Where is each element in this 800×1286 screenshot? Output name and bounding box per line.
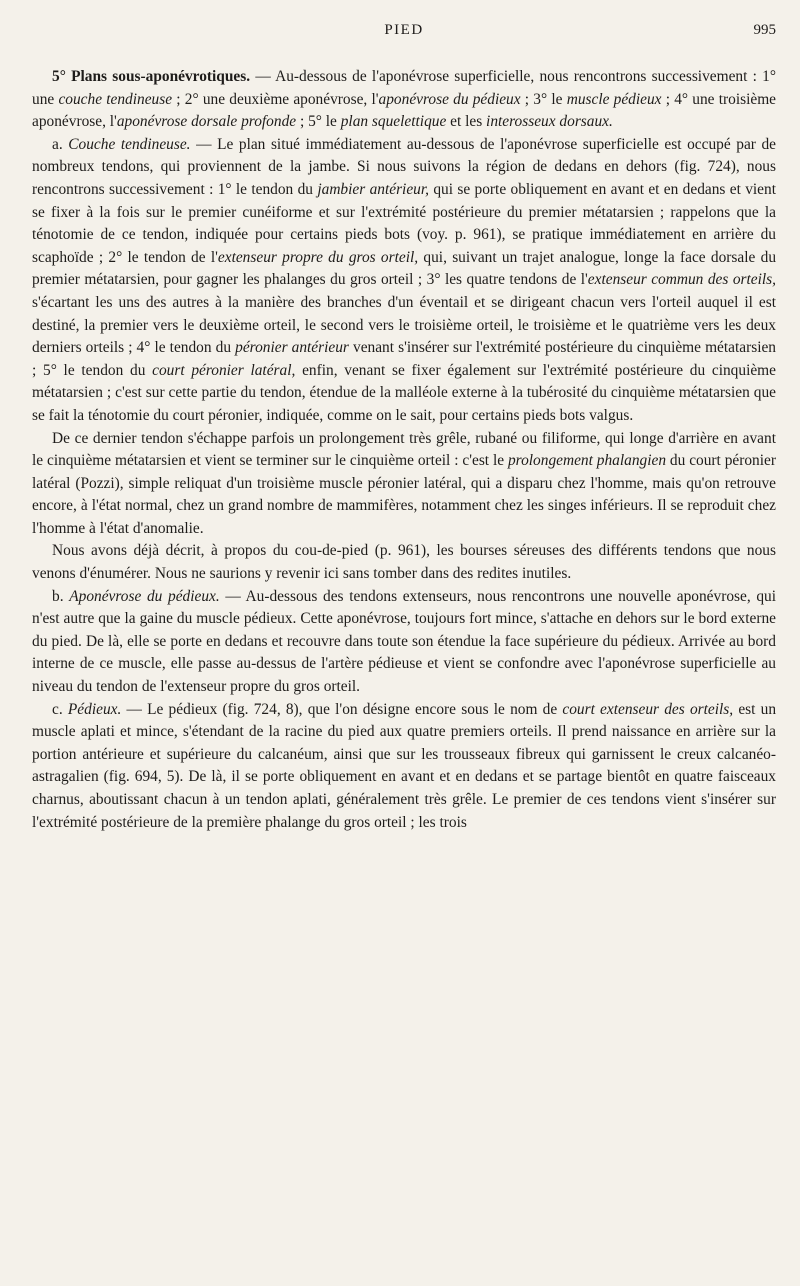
italic-term: aponévrose du pédieux [378, 90, 521, 108]
text-run: est un muscle aplati et mince, s'étendant de la racine du pied aux quatre premiers orteils. Il prend naissance en arrière sur la portion antérieure et supérieure du calcanéum, ainsi que sur les trousseaux fibreux qui garnissent le creux calcanéo-astragalien (fig. 694, 5). De là, il se porte obliquement en avant et en dedans et se partage bientôt en quatre faisceaux charnus, aboutissant chacun à un tendon aplati, généralement très grêle. Le premier de ces tendons vient s'insérer sur l'extrémité postérieure de la première phalange du gros orteil ; les trois [32, 700, 777, 831]
paragraph-prolongement-phalangien [32, 428, 776, 541]
italic-term: jambier antérieur, [317, 180, 429, 198]
italic-term: Pédieux. [67, 700, 122, 718]
text-run: — Le plan situé immédiatement au-dessous de l'aponévrose superficielle est occupé par de nombreux tendons, qui proviennent de la jambe. Si nous suivons la région de dedans en dehors (fig. 724), nous rencontrons successivement : 1° le tendon du [32, 135, 776, 198]
italic-term: interosseux dorsaux. [486, 113, 613, 131]
italic-term: péronier antérieur [235, 339, 349, 357]
text-run: qui se porte obliquement en avant et en dedans et vient se fixer à la fois sur le premier cunéiforme et sur l'extrémité postérieure du premier métatarsien ; rappelons que la ténotomie de ce tendon, indiquée pour certains pieds bots (voy. p. 961), se pratique immédiatement en arrière du scaphoïde ; 2° le tendon de l' [32, 180, 776, 266]
running-title: PIED [384, 22, 424, 38]
text-run: c. [52, 700, 68, 718]
section-heading: 5° Plans sous-aponévrotiques. [52, 68, 251, 85]
text-run: a. [52, 135, 69, 153]
text-run: b. [52, 587, 70, 605]
italic-term: plan squelettique [340, 113, 447, 131]
italic-term: Aponévrose du pédieux. [69, 587, 220, 605]
text-run: et les [446, 113, 487, 131]
italic-term: muscle pédieux [566, 90, 662, 108]
italic-term: Couche tendineuse. [68, 135, 191, 153]
italic-term: prolongement phalangien [507, 452, 667, 470]
paragraph-bourses-sereuses [32, 540, 776, 585]
paragraph-pedieux [32, 699, 776, 835]
text-run: — Le pédieux (fig. 724, 8), que l'on désigne encore sous le nom de [121, 700, 563, 718]
text-run: qui, suivant un trajet analogue, longe la face dorsale du premier métatarsien, pour gagner les phalanges du gros orteil ; 3° les quatre tendons de l' [32, 248, 777, 289]
italic-term: court péronier latéral, [152, 361, 296, 379]
page-number: 995 [753, 22, 776, 38]
text-run: ; 2° une deuxième aponévrose, l' [172, 90, 379, 108]
paragraph-couche-tendineuse [32, 134, 776, 428]
text-run: Nous avons déjà décrit, à propos du cou-de-pied (p. 961), les bourses séreuses des différents tendons que nous venons d'énumérer. Nous ne saurions y revenir ici sans tomber dans des redites inutiles. [32, 542, 776, 583]
text-run: du court péronier latéral (Pozzi), simple reliquat d'un troisième muscle péronier latéral, qui a disparu chez l'homme, mais qu'on retrouve encore, à l'état normal, chez un grand nombre de mammifères, notamment chez les singes inférieurs. Il se reproduit chez l'homme à l'état d'anomalie. [32, 452, 776, 537]
italic-term: court extenseur des orteils, [562, 700, 734, 718]
text-run: enfin, venant se fixer également sur l'extrémité postérieure du cinquième métatarsien ; c'est sur cette partie du tendon, étendue de la malléole externe à la tubérosité du cinquième métatarsien que se fait la ténotomie du court péronier, indiquée, comme on le sait, pour certains pieds bots valgus. [32, 361, 776, 424]
paragraph-aponevrose-du-pedieux [32, 586, 776, 699]
page-body [32, 66, 776, 834]
page-header [32, 22, 776, 52]
text-run: ; 5° le [296, 113, 341, 131]
text-run: De ce dernier tendon s'échappe parfois un prolongement très grêle, rubané ou filiforme, qui longe d'arrière en avant le cinquième métatarsien et vient se terminer sur le cinquième orteil : c'est le [32, 429, 776, 470]
text-run: ; 3° le [520, 90, 567, 108]
italic-term: couche tendineuse [58, 90, 173, 108]
italic-term: extenseur propre du gros orteil, [217, 248, 419, 266]
text-run: — Au-dessous de l'aponévrose superficielle, nous rencontrons successivement : 1° une [32, 68, 776, 108]
text-run: ; 4° une troisième aponévrose, l' [32, 90, 776, 131]
text-run: — Au-dessous des tendons extenseurs, nous rencontrons une nouvelle aponévrose, qui n'est autre que la gaine du muscle pédieux. Cette aponévrose, toujours fort mince, s'attache en dehors sur le bord externe du pied. De là, elle se porte en dedans et recouvre dans toute son étendue la face supérieure du pédieux. Arrivée au bord interne de ce muscle, elle passe au-dessus de l'artère pédieuse et vient se confondre avec l'aponévrose superficielle au niveau du tendon de l'extenseur propre du gros orteil. [32, 587, 776, 696]
text-run: venant s'insérer sur l'extrémité postérieure du cinquième métatarsien ; 5° le tendon du [32, 339, 777, 379]
text-run: s'écartant les uns des autres à la manière des branches d'un éventail et se dirigeant chacun vers l'orteil auquel il est destiné, la premier vers le deuxième orteil, le second vers le troisième orteil, le troisième et le quatrième vers les deux derniers orteils ; 4° le tendon du [32, 293, 776, 357]
paragraph-plans-sous-aponevrotiques [32, 66, 776, 134]
italic-term: aponévrose dorsale profonde [116, 113, 297, 131]
italic-term: extenseur commun des orteils, [587, 271, 776, 289]
book-page [32, 22, 776, 834]
